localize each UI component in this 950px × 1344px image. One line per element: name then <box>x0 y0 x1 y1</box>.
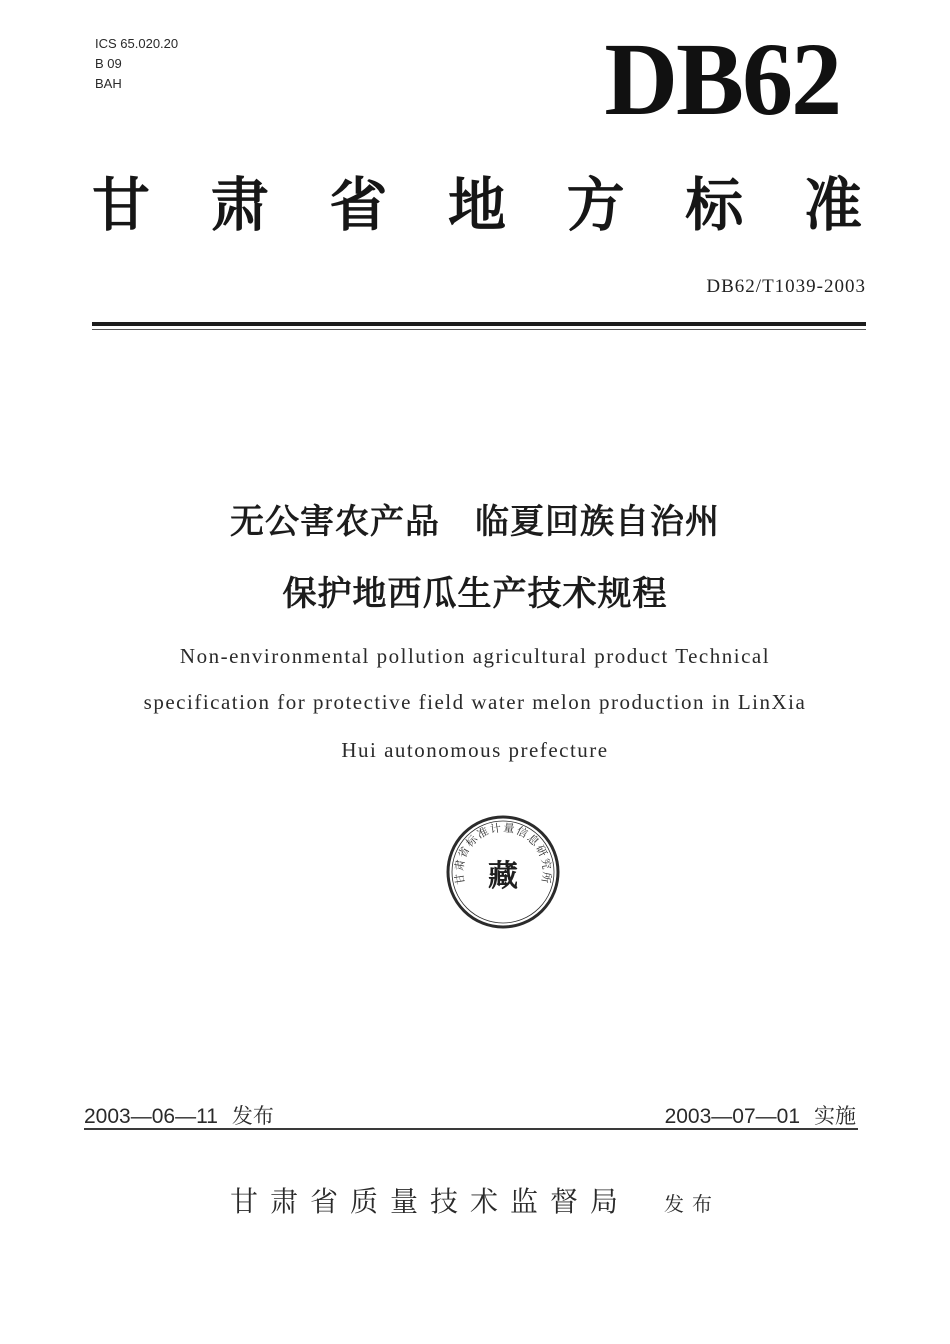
standard-type-char: 标 <box>685 171 744 239</box>
library-seal <box>443 810 563 930</box>
standard-type-title <box>92 170 862 240</box>
date-rule <box>84 1128 858 1130</box>
standard-type-char: 地 <box>447 171 506 239</box>
standard-type-char: 省 <box>329 171 388 239</box>
effective-date-line <box>665 1100 856 1130</box>
seal-center-text: 藏 <box>488 859 518 894</box>
standard-type-char: 肃 <box>210 171 269 239</box>
chinese-title-line-1: 无公害农产品 临夏回族自治州 <box>230 502 720 542</box>
filing-code: BAH <box>95 76 122 91</box>
chinese-title-line-2: 保护地西瓜生产技术规程 <box>282 574 668 614</box>
standard-type-char: 甘 <box>92 171 151 239</box>
release-date: 2003—06—11 <box>84 1105 218 1128</box>
classification-codes <box>95 34 178 94</box>
issuer-name: 甘肃省质量技术监督局 <box>229 1185 630 1218</box>
release-date-line <box>84 1100 274 1130</box>
release-label: 发布 <box>231 1105 274 1128</box>
class-code: B 09 <box>95 56 122 71</box>
standard-logo: DB62 <box>603 22 840 137</box>
issuer-label: 发布 <box>664 1192 720 1216</box>
standard-number: DB62/T1039-2003 <box>706 276 866 297</box>
seal-stamp-icon <box>443 810 563 930</box>
effective-date: 2003—07—01 <box>664 1105 800 1128</box>
header-rule-thick <box>92 322 866 326</box>
english-title-line-3: Hui autonomous prefecture <box>341 738 609 762</box>
seal-ring-text: 甘肃省标准计量信息研究所 <box>452 821 554 886</box>
standard-type-char: 准 <box>803 171 862 239</box>
issuer-line <box>0 1180 950 1220</box>
english-title-line-1: Non-environmental pollution agricultural product Technical <box>179 644 771 668</box>
english-title-line-2: specification for protective field water melon production in LinXia <box>143 690 807 714</box>
effective-label: 实施 <box>814 1105 856 1128</box>
standard-type-char: 方 <box>566 171 625 239</box>
header-rule-thin <box>92 329 866 330</box>
ics-code: ICS 65.020.20 <box>95 36 179 51</box>
